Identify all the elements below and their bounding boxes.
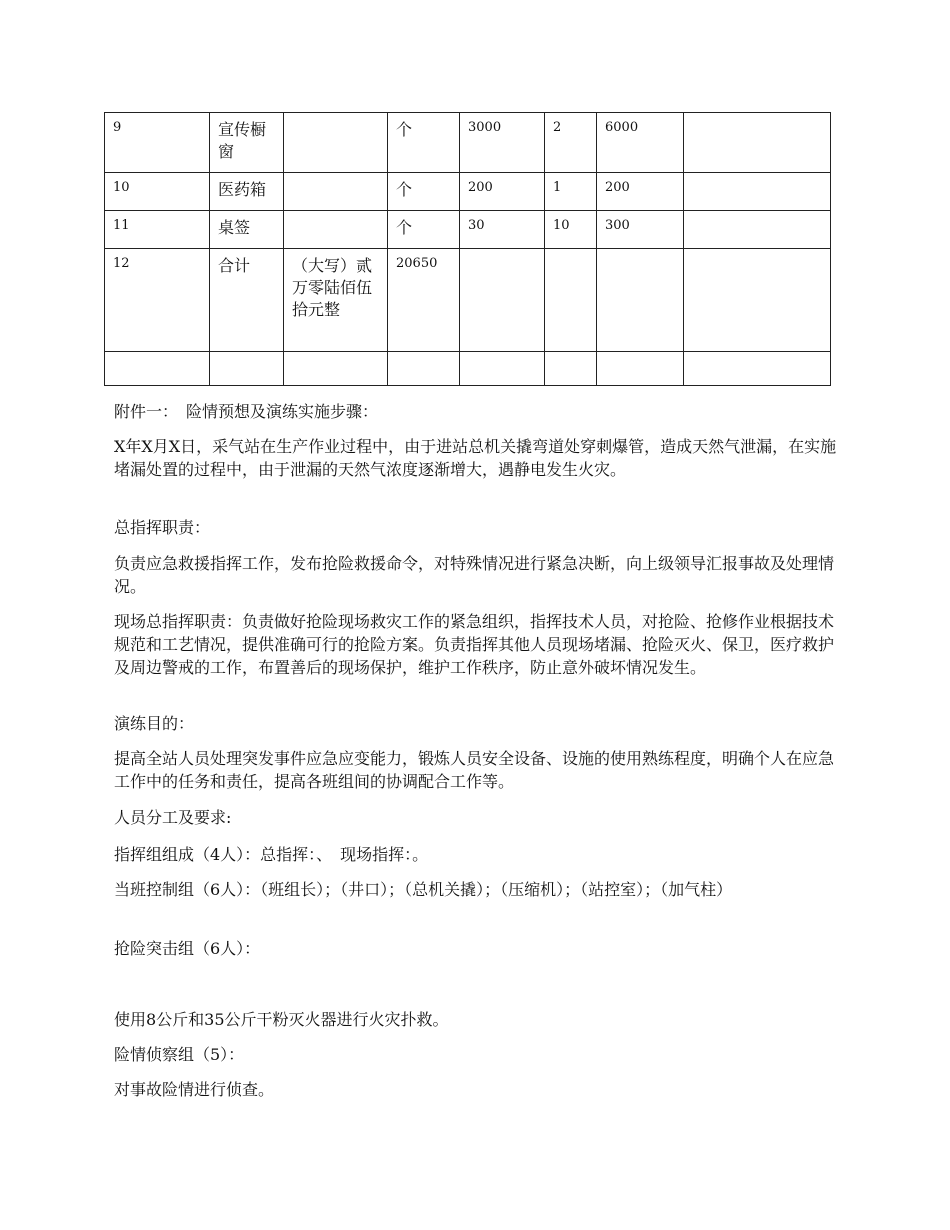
table-cell: 合计: [210, 249, 284, 352]
table-row: [105, 249, 831, 352]
materials-table: [104, 112, 831, 386]
table-cell: （大写）贰万零陆佰伍拾元整: [284, 249, 388, 352]
table-cell: 宣传橱窗: [210, 113, 284, 173]
table-cell: 10: [105, 173, 210, 211]
site-commander-duties: 现场总指挥职责：负责做好抢险现场救灾工作的紧急组织，指挥技术人员，对抢险、抢修作业根据技术规范和工艺情况，提供准确可行的抢险方案。负责指挥其他人员现场堵漏、抢险灭火、保卫，医疗救护及周边警戒的工作，布置善后的现场保护，维护工作秩序，防止意外破坏情况发生。: [114, 612, 835, 677]
table-cell: 2: [545, 113, 597, 173]
table-cell: [284, 352, 388, 386]
table-cell: 200: [597, 173, 684, 211]
table-cell: [388, 352, 460, 386]
table-cell: 11: [105, 211, 210, 249]
table-cell: 20650: [388, 249, 460, 352]
table-row: [105, 211, 831, 249]
table-cell: 200: [460, 173, 545, 211]
recon-task-text: 对事故险情进行侦查。: [114, 1080, 275, 1099]
commander-duties: 负责应急救援指挥工作，发布抢险救援命令，对特殊情况进行紧急决断，向上级领导汇报事故及处理情况。: [114, 554, 835, 596]
table-cell: 30: [460, 211, 545, 249]
table-cell: [545, 249, 597, 352]
table-cell: [597, 352, 684, 386]
table-cell: 医药箱: [210, 173, 284, 211]
table-cell: 个: [388, 173, 460, 211]
table-cell: 3000: [460, 113, 545, 173]
table-cell: [284, 113, 388, 173]
table-cell: [460, 249, 545, 352]
table-row: [105, 113, 831, 173]
table-cell: [545, 352, 597, 386]
table-cell: [597, 249, 684, 352]
appendix-heading: 附件一： 险情预想及演练实施步骤：: [114, 402, 379, 421]
table-cell: 300: [597, 211, 684, 249]
staff-assignment-heading: 人员分工及要求:: [114, 808, 232, 827]
table-cell: [684, 173, 831, 211]
table-cell: [284, 173, 388, 211]
table-row: [105, 173, 831, 211]
table-cell: [210, 352, 284, 386]
command-group-text: 指挥组组成（4人）：总指挥：、 现场指挥：。: [114, 845, 429, 864]
drill-purpose-text: 提高全站人员处理突发事件应急应变能力，锻炼人员安全设备、设施的使用熟练程度，明确个人在应急工作中的任务和责任，提高各班组间的协调配合工作等。: [114, 749, 835, 791]
table-row: [105, 352, 831, 386]
control-group-text: 当班控制组（6人）：（班组长）；（井口）；（总机关撬）；（压缩机）；（站控室）；（加气柱）: [114, 880, 733, 899]
table-cell: 12: [105, 249, 210, 352]
table-cell: 桌签: [210, 211, 284, 249]
table-cell: 个: [388, 113, 460, 173]
commander-heading: 总指挥职责：: [114, 518, 211, 537]
recon-group-heading: 险情侦察组（5）：: [114, 1045, 245, 1064]
scenario-paragraph: X年X月X日，采气站在生产作业过程中，由于进站总机关撬弯道处穿刺爆管，造成天然气泄漏，在实施堵漏处置的过程中，由于泄漏的天然气浓度逐渐增大，遇静电发生火灾。: [114, 437, 837, 479]
assault-group-heading: 抢险突击组（6人）：: [114, 939, 261, 958]
table-cell: [684, 113, 831, 173]
table-cell: [460, 352, 545, 386]
table-cell: 1: [545, 173, 597, 211]
table-cell: 10: [545, 211, 597, 249]
table-cell: [105, 352, 210, 386]
table-cell: [684, 352, 831, 386]
table-cell: 6000: [597, 113, 684, 173]
drill-purpose-heading: 演练目的：: [114, 714, 195, 733]
table-cell: 个: [388, 211, 460, 249]
extinguisher-text: 使用8公斤和35公斤干粉灭火器进行火灾扑救。: [114, 1010, 449, 1029]
table-cell: 9: [105, 113, 210, 173]
table-cell: [684, 249, 831, 352]
table-cell: [284, 211, 388, 249]
table-cell: [684, 211, 831, 249]
